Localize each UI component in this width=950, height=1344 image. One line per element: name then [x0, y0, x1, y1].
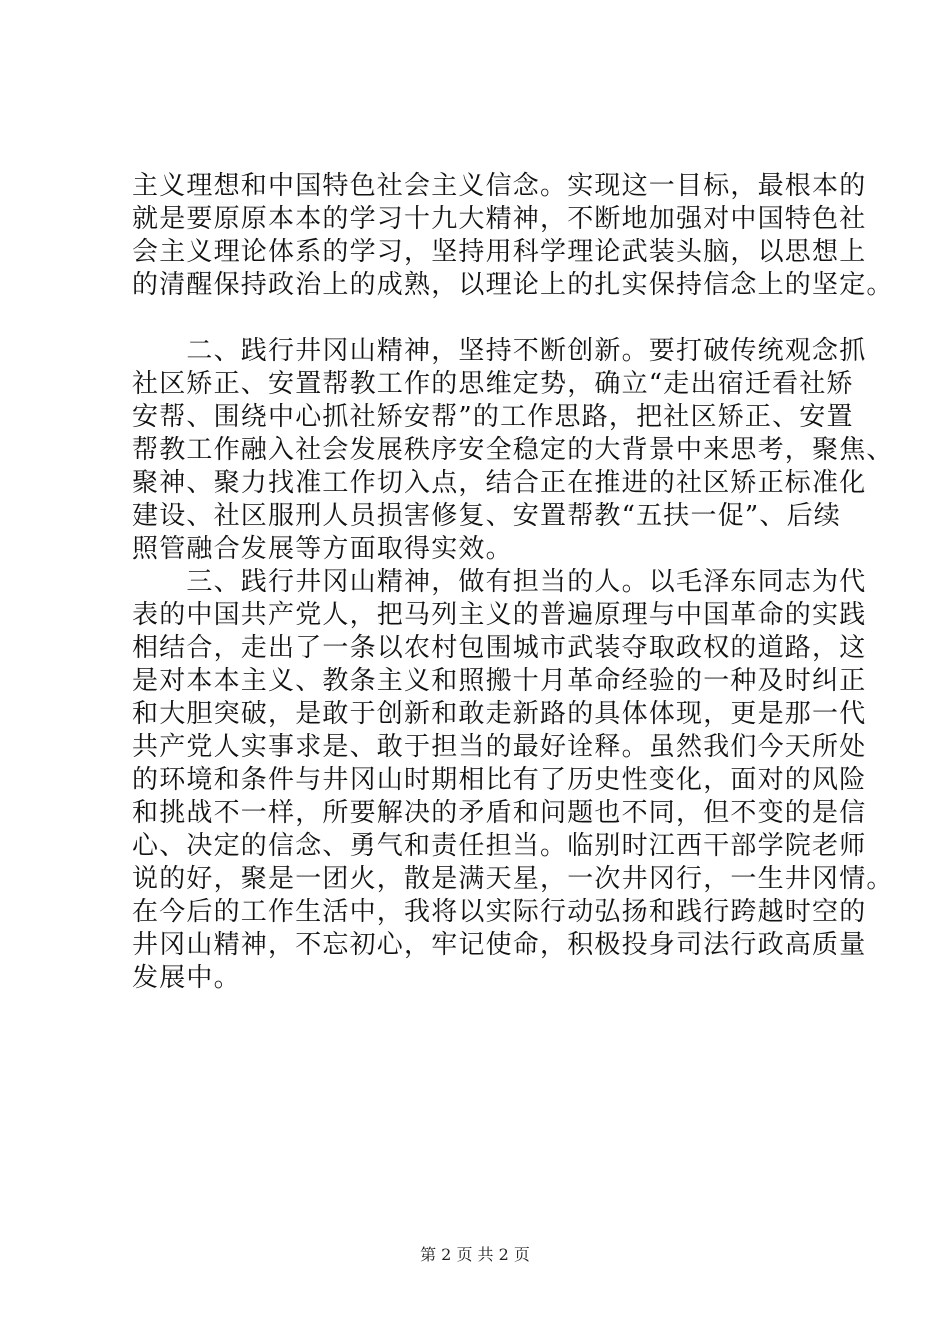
text-line: 建设、社区服刑人员损害修复、安置帮教“五扶一促”、后续 — [132, 501, 841, 531]
page-number: 第 2 页 共 2 页 — [420, 1245, 530, 1264]
text-line: 共产党人实事求是、敢于担当的最好诠释。虽然我们今天所处 — [132, 732, 867, 762]
text-line: 帮教工作融入社会发展秩序安全稳定的大背景中来思考，聚焦、 — [132, 435, 894, 465]
text-line: 照管融合发展等方面取得实效。 — [132, 534, 513, 564]
text-line: 说的好，聚是一团火，散是满天星，一次井冈行，一生井冈情。 — [132, 864, 894, 894]
text-line: 聚神、聚力找准工作切入点，结合正在推进的社区矫正标准化 — [132, 468, 867, 498]
text-line: 发展中。 — [132, 963, 241, 993]
text-line: 和大胆突破，是敢于创新和敢走新路的具体体现，更是那一代 — [132, 699, 867, 729]
body-text — [132, 170, 894, 995]
text-line: 安帮、围绕中心抓社矫安帮”的工作思路，把社区矫正、安置 — [132, 402, 854, 432]
text-line: 和挑战不一样，所要解决的矛盾和问题也不同，但不变的是信 — [132, 798, 867, 828]
text-line: 主义理想和中国特色社会主义信念。实现这一目标，最根本的 — [132, 171, 867, 201]
text-line: 的清醒保持政治上的成熟，以理论上的扎实保持信念上的坚定。 — [132, 270, 894, 300]
text-line: 会主义理论体系的学习，坚持用科学理论武装头脑，以思想上 — [132, 237, 867, 267]
text-line: 就是要原原本本的学习十九大精神，不断地加强对中国特色社 — [132, 204, 867, 234]
text-line: 的环境和条件与井冈山时期相比有了历史性变化，面对的风险 — [132, 765, 867, 795]
text-line: 井冈山精神，不忘初心，牢记使命，积极投身司法行政高质量 — [132, 930, 867, 960]
text-line: 表的中国共产党人，把马列主义的普遍原理与中国革命的实践 — [132, 600, 867, 630]
page-footer — [0, 1245, 950, 1265]
text-line: 相结合，走出了一条以农村包围城市武装夺取政权的道路，这 — [132, 633, 867, 663]
text-line: 二、践行井冈山精神，坚持不断创新。要打破传统观念抓 — [132, 336, 867, 366]
text-line: 社区矫正、安置帮教工作的思维定势，确立“走出宿迁看社矫 — [132, 369, 854, 399]
text-line: 心、决定的信念、勇气和责任担当。临别时江西干部学院老师 — [132, 831, 867, 861]
text-line: 是对本本主义、教条主义和照搬十月革命经验的一种及时纠正 — [132, 666, 867, 696]
paragraph-gap — [132, 302, 832, 335]
text-line: 三、践行井冈山精神，做有担当的人。以毛泽东同志为代 — [132, 567, 867, 597]
text-line: 在今后的工作生活中，我将以实际行动弘扬和践行跨越时空的 — [132, 897, 867, 927]
